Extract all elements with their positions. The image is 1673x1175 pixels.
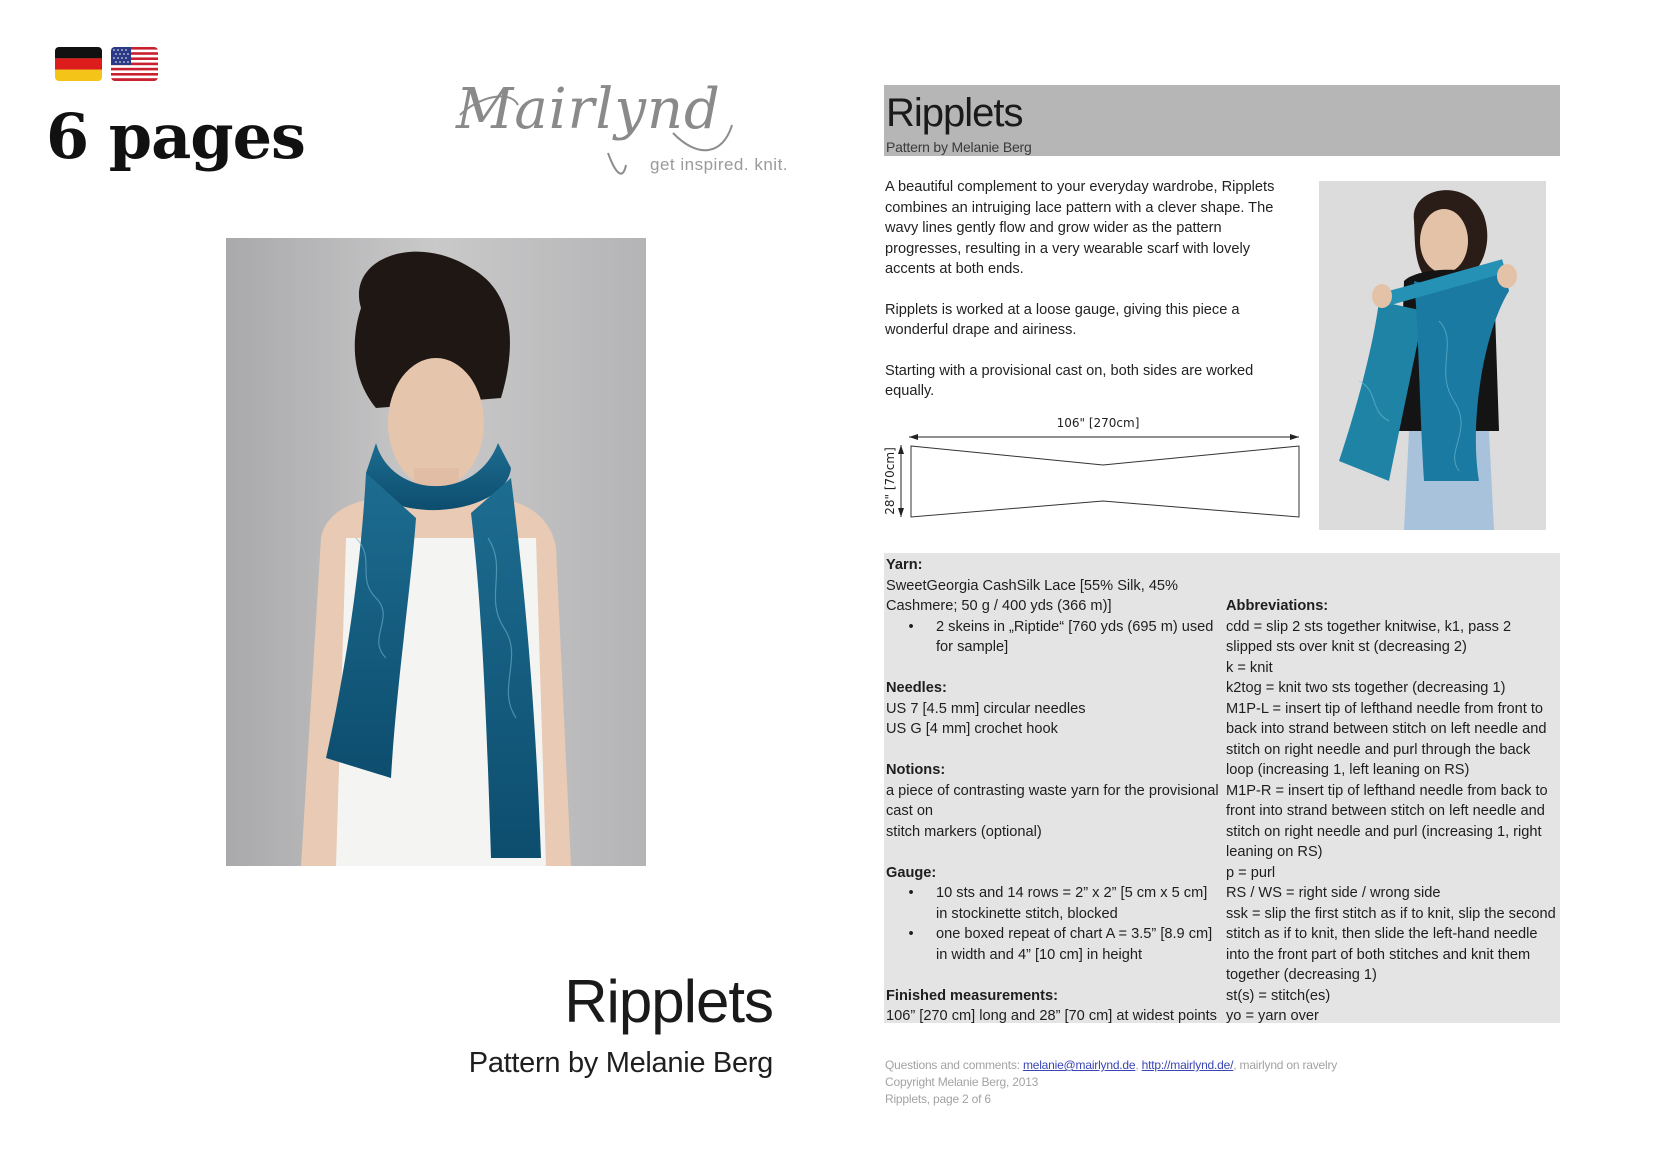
- size-schematic: [883, 413, 1315, 523]
- abbreviation-item: p = purl: [1226, 864, 1276, 881]
- finished-heading: Finished measurements:: [886, 987, 1058, 1004]
- abbreviation-item: ssk = slip the first stitch as if to knit, slip the second stitch as if to knit, then slide the left-hand needle into the front part of both stitches and knit them together (decreasing 1): [1226, 905, 1556, 983]
- copyright-text: Copyright Melanie Berg, 2013: [885, 1075, 1039, 1089]
- website-link[interactable]: http://mairlynd.de/: [1141, 1058, 1234, 1072]
- pattern-header: [884, 85, 1560, 156]
- bullet-icon: •: [908, 885, 914, 901]
- gauge-heading: Gauge:: [886, 864, 937, 881]
- brand-logo: [448, 75, 788, 185]
- abbreviation-item: M1P-R = insert tip of lefthand needle from back to front into strand between stitch on left needle and stitch on right needle and purl (increasing 1, right leaning on RS): [1226, 782, 1548, 860]
- bullet-item: [886, 617, 1221, 658]
- needle-item: US G [4 mm] crochet hook: [886, 721, 1058, 737]
- abbreviation-item: M1P-L = insert tip of lefthand needle from front to back into strand between stitch on left needle and stitch on right needle and purl through the back loop (increasing 1, left leaning on RS): [1226, 700, 1547, 778]
- abbreviation-item: cdd = slip 2 sts together knitwise, k1, pass 2 slipped sts over knit st (decreasing 2): [1226, 618, 1512, 655]
- gauge-item: 10 sts and 14 rows = 2” x 2” [5 cm x 5 cm] in stockinette stitch, blocked: [936, 885, 1208, 922]
- intro-text: [885, 177, 1295, 422]
- gauge-item: one boxed repeat of chart A = 3.5” [8.9 cm] in width and 4” [10 cm] in height: [936, 926, 1213, 963]
- intro-paragraph: Ripplets is worked at a loose gauge, giving this piece a wonderful drape and airiness.: [885, 301, 1240, 338]
- page-count-label: 6 pages: [46, 100, 305, 173]
- footer-prefix: Questions and comments:: [885, 1058, 1023, 1072]
- german-flag-icon: [55, 47, 102, 81]
- details-box: [884, 553, 1560, 1023]
- cover-subtitle: Pattern by Melanie Berg: [468, 1047, 773, 1079]
- abbreviation-item: k = knit: [1226, 659, 1273, 676]
- abbreviation-item: yo = yarn over: [1226, 1008, 1319, 1024]
- notion-item: stitch markers (optional): [886, 823, 1042, 840]
- cover-photo: [226, 238, 646, 866]
- width-label: 28" [70cm]: [883, 447, 897, 515]
- needles-heading: Needles:: [886, 680, 947, 696]
- details-left-column: [886, 555, 1221, 1027]
- logo-script: Mairlynd: [456, 77, 721, 142]
- us-flag-icon: [111, 47, 158, 81]
- page-number: Ripplets, page 2 of 6: [885, 1092, 991, 1106]
- length-label: 106" [270cm]: [1056, 416, 1140, 430]
- abbreviation-item: RS / WS = right side / wrong side: [1226, 885, 1441, 901]
- notions-heading: Notions:: [886, 762, 946, 778]
- pattern-title: Ripplets: [886, 91, 1023, 135]
- abbreviations-heading: Abbreviations:: [1226, 598, 1329, 614]
- email-link[interactable]: melanie@mairlynd.de: [1022, 1058, 1136, 1072]
- intro-paragraph: A beautiful complement to your everyday wardrobe, Ripplets combines an intruiging lace pattern with a clever shape. The wavy lines gently flow and grow wider as the pattern progresses, resulting in a very wearable scarf with lovely accents at both ends.: [885, 179, 1275, 277]
- bullet-item: [886, 883, 1221, 924]
- language-flags: [55, 47, 158, 81]
- needle-item: US 7 [4.5 mm] circular needles: [886, 700, 1086, 717]
- bullet-icon: •: [908, 926, 914, 942]
- side-photo: [1319, 181, 1546, 530]
- yarn-text: SweetGeorgia CashSilk Lace [55% Silk, 45% Cashmere; 50 g / 400 yds (366 m)]: [886, 577, 1179, 614]
- intro-paragraph: Starting with a provisional cast on, both sides are worked equally.: [885, 362, 1254, 399]
- finished-text: 106” [270 cm] long and 28” [70 cm] at widest points: [886, 1008, 1217, 1024]
- page-footer: [885, 1057, 1337, 1108]
- abbreviation-item: k2tog = knit two sts together (decreasing 1): [1226, 680, 1506, 696]
- footer-suffix: , mairlynd on ravelry: [1233, 1058, 1338, 1072]
- footer-separator: ,: [1135, 1058, 1142, 1072]
- bullet-icon: •: [908, 618, 914, 635]
- abbreviation-item: st(s) = stitch(es): [1226, 987, 1331, 1004]
- cover-title: Ripplets: [564, 968, 773, 1035]
- details-right-column: [1226, 555, 1560, 1027]
- yarn-amount: 2 skeins in „Riptide“ [760 yds (695 m) used for sample]: [936, 618, 1214, 655]
- bullet-item: [886, 924, 1221, 965]
- logo-tagline: get inspired. knit.: [650, 155, 789, 174]
- yarn-heading: Yarn:: [886, 557, 923, 573]
- pattern-subtitle: Pattern by Melanie Berg: [886, 139, 1032, 155]
- notion-item: a piece of contrasting waste yarn for the provisional cast on: [886, 782, 1219, 819]
